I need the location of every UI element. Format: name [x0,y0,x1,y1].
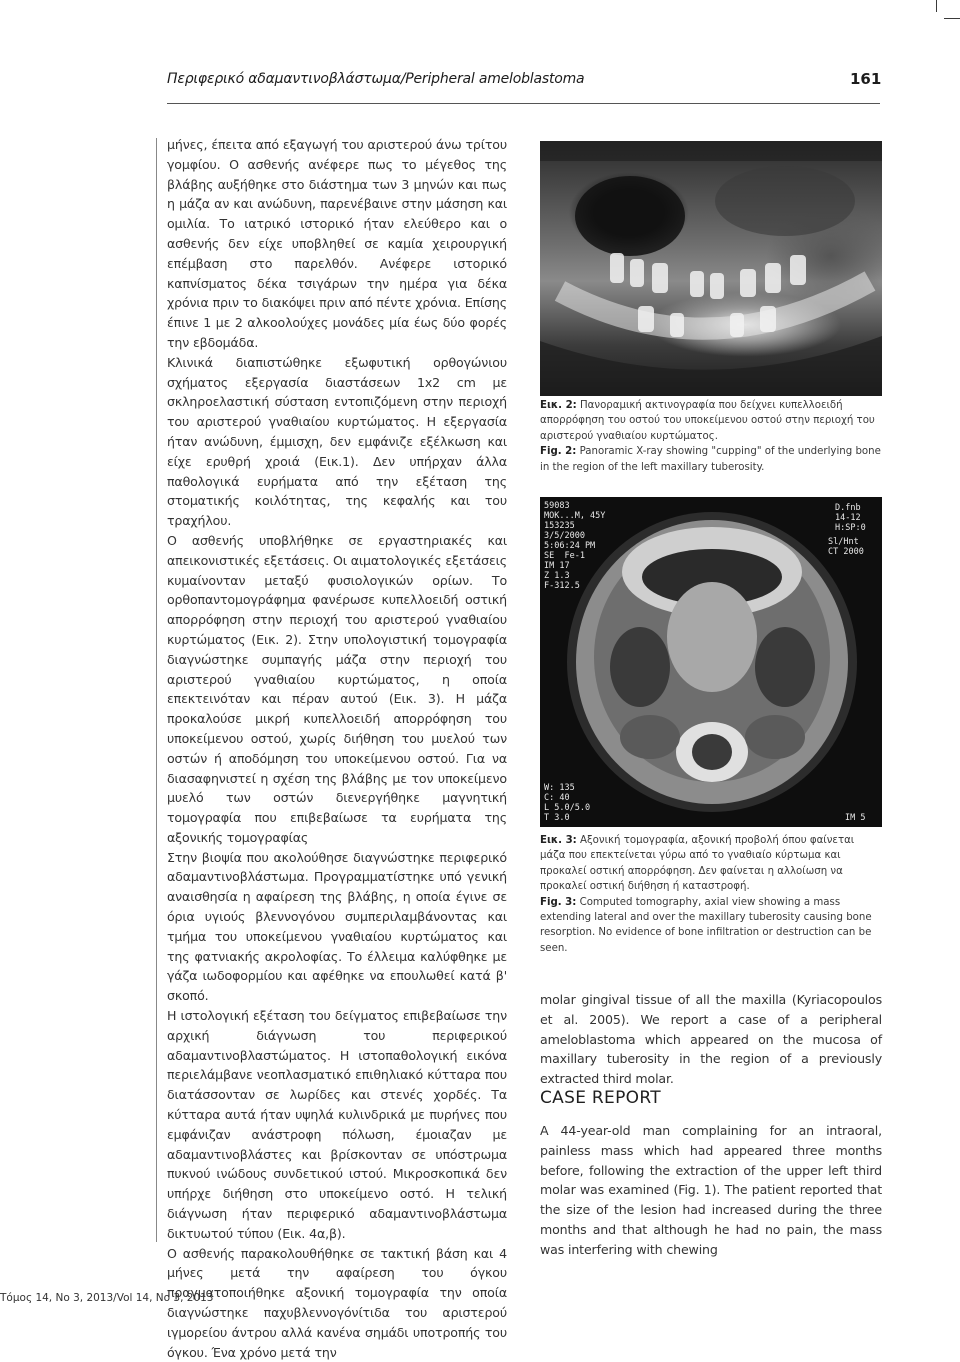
figure-2-caption [540,398,882,475]
ct-overlay-right: D.fnb 14-12 H:SP:0 [835,503,866,533]
caption-text-english: Panoramic X-ray showing "cupping" of the underlying bone in the region of the left maxillary tuberosity. [540,446,881,473]
ct-scan-image [540,497,882,827]
ct-overlay-bottom-right: IM 5 [845,813,866,823]
panoramic-xray-image [540,141,882,396]
caption-text-greek: Αξονική τομογραφία, αξονική προβολή όπου φαίνεται μάζα που επεκτείνεται γύρω από το γναθιαίο κύρτωμα και προκαλεί οστική απορρόφηση. Δεν φαίνεται η αλλοίωση να προκαλεί οστική διήθηση ή καταστροφή. [540,835,855,893]
caption-label: Fig. 3: [540,896,577,908]
ct-overlay-bottom-left: W: 135 C: 40 L 5.0/5.0 T 3.0 [544,783,591,823]
caption-label: Fig. 2: [540,446,577,458]
caption-text-greek: Πανοραμική ακτινογραφία που δείχνει κυπελλοειδή απορρόφηση του οστού του υποκείμενου οστού στην περιοχή του αριστερού γναθιαίου κυρτώματος. [540,400,875,442]
paragraph: Η ιστολογική εξέταση του δείγματος επιβεβαίωσε την αρχική διάγνωση του περιφερικού αδαμαντινοβλαστώματος. Η ιστοπαθολογική εικόνα περιελάμβανε νεοπλασματικό επιθηλιακό κύτταρα που διατάσσονταν σε λωρίδες και στενές χορδές. Τα κύτταρα αυτά ήταν υψηλά κυλινδρικά με πυρήνες που εμφάνιζαν ανάστροφη πόλωση, έμοιαζαν με αδαμαντινοβλάστες και βρίσκονταν σε υπόστρωμα πυκνού ινώδους συνδετικού ιστού. Μικροσκοπικά δεν υπήρχε διήθηση στο υποκείμενο οστό. Η τελική διάγνωση ήταν περιφερικό αδαμαντινοβλάστωμα δικτυωτού τύπου (Εικ. 4α,β). [167,1008,507,1241]
section-heading: CASE REPORT [540,1088,661,1108]
paragraph: μήνες, έπειτα από εξαγωγή του αριστερού άνω τρίτου γομφίου. Ο ασθενής ανέφερε πως το μέγεθος της βλάβης αυξήθηκε στο διάστημα των 3 μηνών και πως η μάζα αν και ανώδυνη, παρενέβαινε στην μάσηση και ομιλία. Το ιατρικό ιστορικό ήταν ελεύθερο και ο ασθενής δεν είχε υποβληθεί σε καμία χειρουργική επέμβαση στο παρελθόν. Ανέφερε ιστορικό καπνίσματος δέκα τσιγάρων την ημέρα για δέκα χρόνια πριν το διακόψει πριν από πέντε χρόνια. Επίσης έπινε 1 με 2 αλκοολούχες μονάδες μία έως δύο φορές την εβδομάδα. [167,137,507,350]
running-header: Περιφερικό αδαμαντινοβλάστωμα/Peripheral ameloblastoma [167,71,585,87]
crop-mark [936,0,937,12]
xray-teeth-illustration [540,141,882,396]
paragraph: Ο ασθενής παρακολουθήθηκε σε τακτική βάση και 4 μήνες μετά την αφαίρεση του όγκου πραγματοποιήθηκε αξονική τομογραφία την οποία διαγνώστηκε παχυβλεννογόνίτιδα του αριστερού ιγμορείου άντρου αλλά κανένα σημάδι υποτροπής του όγκου. Ένα χρόνο μετά την [167,1245,507,1360]
right-column-text [540,990,882,1089]
crop-mark [944,18,960,19]
case-report-text [540,1121,882,1260]
column-rule [156,138,157,1242]
left-column-text [167,135,507,1362]
paragraph: Ο ασθενής υποβλήθηκε σε εργαστηριακές και απεικονιστικές εξετάσεις. Οι αιματολογικές εξετάσεις κυμαίνονταν μεταξύ φυσιολογικών ορίων. Το ορθοπαντομογράφημα φανέρωσε κυπελλοειδή οστική απορρόφηση στην περιοχή του αριστερού γναθιαίου κυρτώματος (Εικ. 2). Στην υπολογιστική τομογραφία διαγνώστηκε συμπαγής μάζα στην περιοχή του αριστερού γναθιαίου κυρτώματος, η οποία επεκτεινόταν και πέραν αυτού (Εικ. 3). Η μάζα προκαλούσε μικρή κυπελλοειδή απορρόφηση του υποκείμενου οστού, χωρίς διήθηση του μυελού των οστών ή αποδόμηση του υποκείμενου οστού. Για να διασαφηνιστεί η σχέση της βλάβης με τον υποκείμενο μυελό των οστών διενεργήθηκε μαγνητική τομογραφία που επιβεβαίωσε τα ευρήματα της αξονικής τομογραφίας [167,532,507,845]
header-rule [167,103,880,104]
ct-overlay-left: 59083 MOK...M, 45Y 153235 3/5/2000 5:06:24 PM SE Fe-1 IM 17 Z 1.3 F-312.5 [544,501,606,591]
figure-3-caption [540,833,882,956]
ct-overlay-top-right: Sl/Hnt CT 2000 [828,537,864,557]
caption-label: Εικ. 3: [540,835,577,846]
caption-label: Εικ. 2: [540,400,577,411]
caption-text-english: Computed tomography, axial view showing a mass extending lateral and over the maxillary tuberosity causing bone resorption. No evidence of bone infiltration or destruction can be seen. [540,896,872,954]
paragraph: A 44-year-old man complaining for an intraoral, painless mass which had appeared three months before, following the extraction of the upper left third molar was examined (Fig. 1). The patient reported that the size of the lesion had increased during the three months and that although he had no pain, the mass was interfering with chewing [540,1123,882,1257]
paragraph: molar gingival tissue of all the maxilla (Kyriacopoulos et al. 2005). We report a case of a peripheral ameloblastoma which appeared on the mucosa of maxillary tuberosity in the region of a previously extracted third molar. [540,992,882,1087]
paragraph: Κλινικά διαπιστώθηκε εξωφυτική ορθογώνιου σχήματος εξεργασία διαστάσεων 1x2 cm με σκληροελαστική σύσταση εντοπιζόμενη στην περιοχή του αριστερού γναθιαίου κυρτώματος. Η εξεργασία ήταν ανώδυνη, έμμισχη, δεν εμφάνιζε εξέλκωση και είχε ερυθρή χροιά (Εικ.1). Δεν υπήρχαν άλλα παθολογικά ευρήματα από την εξέταση της στοματικής κοιλότητας, της κεφαλής και του τραχήλου. [167,354,507,529]
paragraph: Στην βιοψία που ακολούθησε διαγνώστηκε περιφερικό αδαμαντινοβλάστωμα. Προγραμματίστηκε υπό γενική αναισθησία η αφαίρεση της βλάβης, η οποία έγινε σε όρια υγιούς βλεννογόνου συμπεριλαμβάνοντας και τμήμα του υποκείμενου γναθιαίου κυρτώματος και της φατνιακής ακρολοφίας. Το έλλειμα καλύφθηκε με γάζα ιωδοφορμίου και αφέθηκε να επουλωθεί κατά β' σκοπό. [167,849,507,1004]
page-number: 161 [850,70,882,88]
footer-volume: Τόμος 14, No 3, 2013/Vol 14, No 3, 2013 [0,1292,214,1304]
